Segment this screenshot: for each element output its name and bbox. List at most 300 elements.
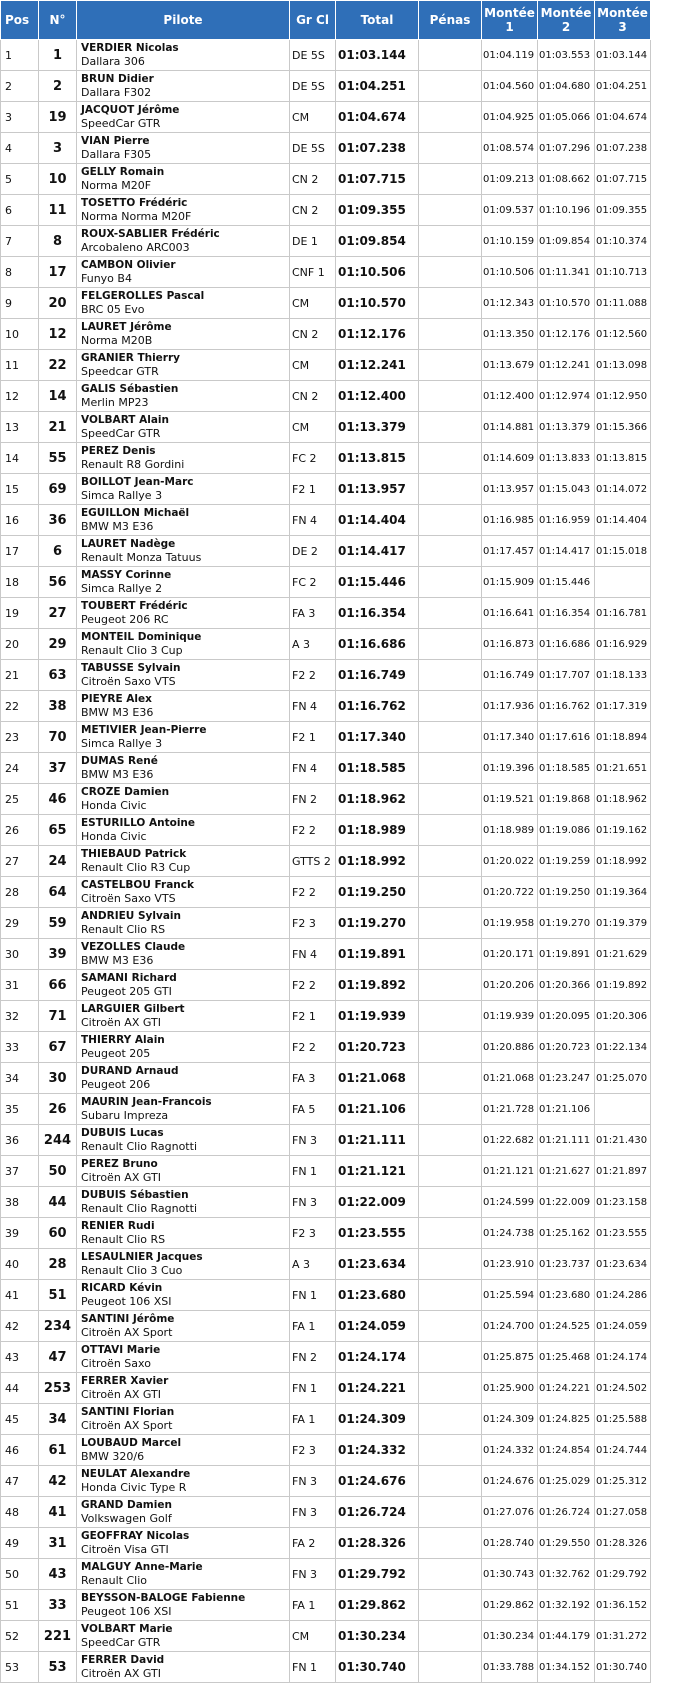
header-run-3[interactable]: Montée 3 xyxy=(595,1,651,40)
cell-penalties xyxy=(419,164,482,195)
pilot-name: DUBUIS Lucas xyxy=(81,1127,164,1139)
cell-group-class: F2 2 xyxy=(290,1032,336,1063)
cell-run-2: 01:25.162 xyxy=(538,1218,595,1249)
pilot-name: EGUILLON Michaël xyxy=(81,507,190,519)
pilot-car: Norma Norma M20F xyxy=(81,210,192,223)
cell-run-2: 01:20.095 xyxy=(538,1001,595,1032)
cell-pilot xyxy=(77,1621,290,1652)
cell-penalties xyxy=(419,846,482,877)
cell-pos: 1 xyxy=(1,40,39,71)
cell-group-class: FN 2 xyxy=(290,1342,336,1373)
pilot-car: Citroën AX Sport xyxy=(81,1419,173,1432)
pilot-car: BMW 320/6 xyxy=(81,1450,145,1463)
cell-pilot xyxy=(77,1342,290,1373)
table-row xyxy=(1,1063,651,1094)
cell-group-class: F2 3 xyxy=(290,908,336,939)
cell-group-class: GTTS 2 xyxy=(290,846,336,877)
cell-pilot xyxy=(77,288,290,319)
cell-run-1: 01:14.609 xyxy=(482,443,538,474)
cell-pilot xyxy=(77,474,290,505)
cell-pos: 43 xyxy=(1,1342,39,1373)
cell-run-1: 01:17.457 xyxy=(482,536,538,567)
cell-run-2: 01:16.959 xyxy=(538,505,595,536)
pilot-car: Peugeot 106 XSI xyxy=(81,1605,172,1618)
cell-run-1: 01:12.400 xyxy=(482,381,538,412)
cell-run-2: 01:13.833 xyxy=(538,443,595,474)
cell-run-2: 01:26.724 xyxy=(538,1497,595,1528)
cell-run-1: 01:20.206 xyxy=(482,970,538,1001)
pilot-car: Renault Clio Ragnotti xyxy=(81,1202,197,1215)
pilot-name: MAURIN Jean-Francois xyxy=(81,1096,212,1108)
cell-group-class: DE 5S xyxy=(290,40,336,71)
cell-run-1: 01:19.396 xyxy=(482,753,538,784)
cell-total: 01:09.355 xyxy=(336,195,419,226)
pilot-car: SpeedCar GTR xyxy=(81,1636,161,1649)
cell-penalties xyxy=(419,412,482,443)
pilot-car: Renault Clio RS xyxy=(81,923,166,936)
cell-run-3: 01:12.560 xyxy=(595,319,651,350)
cell-pilot xyxy=(77,40,290,71)
cell-penalties xyxy=(419,1404,482,1435)
pilot-name: RENIER Rudi xyxy=(81,1220,155,1232)
cell-run-3 xyxy=(595,567,651,598)
cell-run-3: 01:15.018 xyxy=(595,536,651,567)
pilot-name: THIEBAUD Patrick xyxy=(81,848,187,860)
cell-total: 01:16.749 xyxy=(336,660,419,691)
cell-group-class: FA 1 xyxy=(290,1590,336,1621)
pilot-car: Honda Civic xyxy=(81,830,147,843)
pilot-car: BMW M3 E36 xyxy=(81,954,154,967)
cell-total: 01:04.674 xyxy=(336,102,419,133)
cell-pilot xyxy=(77,1311,290,1342)
cell-pilot xyxy=(77,319,290,350)
pilot-name: VIAN Pierre xyxy=(81,135,150,147)
cell-run-2: 01:19.270 xyxy=(538,908,595,939)
cell-group-class: F2 1 xyxy=(290,1001,336,1032)
cell-run-1: 01:04.560 xyxy=(482,71,538,102)
cell-number: 59 xyxy=(39,908,77,939)
cell-pos: 21 xyxy=(1,660,39,691)
cell-penalties xyxy=(419,939,482,970)
cell-run-2: 01:32.192 xyxy=(538,1590,595,1621)
cell-run-1: 01:25.875 xyxy=(482,1342,538,1373)
cell-run-1: 01:13.679 xyxy=(482,350,538,381)
table-row xyxy=(1,753,651,784)
cell-total: 01:24.174 xyxy=(336,1342,419,1373)
cell-run-2: 01:16.762 xyxy=(538,691,595,722)
cell-penalties xyxy=(419,319,482,350)
cell-pilot xyxy=(77,102,290,133)
cell-run-2: 01:05.066 xyxy=(538,102,595,133)
cell-pos: 51 xyxy=(1,1590,39,1621)
cell-run-1: 01:10.159 xyxy=(482,226,538,257)
pilot-name: THIERRY Alain xyxy=(81,1034,165,1046)
cell-pos: 10 xyxy=(1,319,39,350)
pilot-name: PEREZ Denis xyxy=(81,445,156,457)
cell-penalties xyxy=(419,753,482,784)
table-row xyxy=(1,1156,651,1187)
cell-total: 01:13.379 xyxy=(336,412,419,443)
cell-pos: 38 xyxy=(1,1187,39,1218)
cell-number: 17 xyxy=(39,257,77,288)
cell-run-3: 01:23.634 xyxy=(595,1249,651,1280)
cell-run-1: 01:24.309 xyxy=(482,1404,538,1435)
pilot-car: Renault Clio 3 Cuo xyxy=(81,1264,183,1277)
cell-pilot xyxy=(77,1249,290,1280)
cell-run-3: 01:07.715 xyxy=(595,164,651,195)
cell-run-2: 01:12.974 xyxy=(538,381,595,412)
table-row xyxy=(1,598,651,629)
cell-group-class: F2 2 xyxy=(290,970,336,1001)
cell-run-3: 01:13.098 xyxy=(595,350,651,381)
pilot-name: FERRER David xyxy=(81,1654,165,1666)
cell-group-class: FA 1 xyxy=(290,1311,336,1342)
cell-penalties xyxy=(419,1590,482,1621)
cell-group-class: FN 2 xyxy=(290,784,336,815)
cell-pos: 53 xyxy=(1,1652,39,1683)
cell-run-3: 01:29.792 xyxy=(595,1559,651,1590)
cell-run-2: 01:21.627 xyxy=(538,1156,595,1187)
cell-run-2: 01:19.086 xyxy=(538,815,595,846)
cell-run-3: 01:10.374 xyxy=(595,226,651,257)
cell-pos: 19 xyxy=(1,598,39,629)
cell-pilot xyxy=(77,1001,290,1032)
cell-group-class: FN 1 xyxy=(290,1156,336,1187)
cell-group-class: FN 1 xyxy=(290,1373,336,1404)
table-row xyxy=(1,1528,651,1559)
cell-run-2: 01:19.891 xyxy=(538,939,595,970)
cell-run-3: 01:15.366 xyxy=(595,412,651,443)
cell-penalties xyxy=(419,133,482,164)
cell-run-3: 01:04.674 xyxy=(595,102,651,133)
cell-run-2: 01:23.737 xyxy=(538,1249,595,1280)
table-row xyxy=(1,629,651,660)
cell-run-3: 01:19.379 xyxy=(595,908,651,939)
pilot-car: SpeedCar GTR xyxy=(81,117,161,130)
cell-run-3: 01:14.072 xyxy=(595,474,651,505)
pilot-name: CASTELBOU Franck xyxy=(81,879,194,891)
cell-penalties xyxy=(419,1249,482,1280)
table-row xyxy=(1,443,651,474)
table-row xyxy=(1,288,651,319)
header-group-class[interactable]: Gr Cl xyxy=(290,1,336,40)
pilot-name: TABUSSE Sylvain xyxy=(81,662,181,674)
table-row xyxy=(1,1373,651,1404)
cell-group-class: FN 4 xyxy=(290,691,336,722)
cell-run-2: 01:34.152 xyxy=(538,1652,595,1683)
cell-pilot xyxy=(77,1094,290,1125)
pilot-name: VEZOLLES Claude xyxy=(81,941,186,953)
cell-pos: 3 xyxy=(1,102,39,133)
cell-total: 01:19.892 xyxy=(336,970,419,1001)
cell-pilot xyxy=(77,1280,290,1311)
cell-pilot xyxy=(77,908,290,939)
table-row xyxy=(1,1032,651,1063)
cell-run-2: 01:25.029 xyxy=(538,1466,595,1497)
table-row xyxy=(1,970,651,1001)
cell-penalties xyxy=(419,40,482,71)
cell-number: 69 xyxy=(39,474,77,505)
cell-total: 01:13.815 xyxy=(336,443,419,474)
cell-group-class: FN 1 xyxy=(290,1652,336,1683)
pilot-name: LAURET Nadège xyxy=(81,538,176,550)
cell-run-1: 01:09.213 xyxy=(482,164,538,195)
cell-run-1: 01:16.749 xyxy=(482,660,538,691)
pilot-car: Norma M20B xyxy=(81,334,153,347)
cell-pos: 23 xyxy=(1,722,39,753)
cell-pos: 16 xyxy=(1,505,39,536)
table-row xyxy=(1,40,651,71)
pilot-name: VOLBART Marie xyxy=(81,1623,173,1635)
cell-number: 6 xyxy=(39,536,77,567)
pilot-car: Renault Clio 3 Cup xyxy=(81,644,183,657)
table-row xyxy=(1,1559,651,1590)
pilot-name: FELGEROLLES Pascal xyxy=(81,290,205,302)
table-row xyxy=(1,1497,651,1528)
cell-run-3: 01:12.950 xyxy=(595,381,651,412)
pilot-name: METIVIER Jean-Pierre xyxy=(81,724,207,736)
cell-pilot xyxy=(77,1063,290,1094)
cell-group-class: CN 2 xyxy=(290,381,336,412)
cell-pos: 29 xyxy=(1,908,39,939)
cell-run-3: 01:17.319 xyxy=(595,691,651,722)
cell-run-1: 01:21.068 xyxy=(482,1063,538,1094)
cell-run-3: 01:25.312 xyxy=(595,1466,651,1497)
table-row xyxy=(1,257,651,288)
cell-number: 36 xyxy=(39,505,77,536)
cell-total: 01:12.176 xyxy=(336,319,419,350)
cell-group-class: DE 5S xyxy=(290,133,336,164)
cell-pos: 32 xyxy=(1,1001,39,1032)
cell-run-1: 01:19.939 xyxy=(482,1001,538,1032)
cell-penalties xyxy=(419,226,482,257)
cell-pilot xyxy=(77,846,290,877)
cell-run-3: 01:03.144 xyxy=(595,40,651,71)
cell-group-class: FC 2 xyxy=(290,567,336,598)
cell-run-1: 01:24.738 xyxy=(482,1218,538,1249)
cell-penalties xyxy=(419,629,482,660)
cell-pos: 35 xyxy=(1,1094,39,1125)
cell-pos: 8 xyxy=(1,257,39,288)
cell-group-class: A 3 xyxy=(290,629,336,660)
cell-group-class: CN 2 xyxy=(290,195,336,226)
table-row xyxy=(1,939,651,970)
cell-total: 01:09.854 xyxy=(336,226,419,257)
cell-pos: 40 xyxy=(1,1249,39,1280)
table-row xyxy=(1,1249,651,1280)
cell-run-1: 01:24.332 xyxy=(482,1435,538,1466)
cell-pilot xyxy=(77,970,290,1001)
pilot-car: Citroën AX GTI xyxy=(81,1016,161,1029)
pilot-car: Dallara 306 xyxy=(81,55,145,68)
cell-pos: 28 xyxy=(1,877,39,908)
cell-run-3: 01:18.133 xyxy=(595,660,651,691)
table-row xyxy=(1,133,651,164)
cell-penalties xyxy=(419,1187,482,1218)
pilot-name: BEYSSON-BALOGE Fabienne xyxy=(81,1592,246,1604)
cell-pilot xyxy=(77,1404,290,1435)
cell-group-class: CN 2 xyxy=(290,319,336,350)
cell-run-2: 01:10.570 xyxy=(538,288,595,319)
pilot-name: MONTEIL Dominique xyxy=(81,631,202,643)
cell-run-3: 01:18.894 xyxy=(595,722,651,753)
cell-pilot xyxy=(77,1156,290,1187)
cell-pilot xyxy=(77,350,290,381)
cell-penalties xyxy=(419,1156,482,1187)
cell-total: 01:24.221 xyxy=(336,1373,419,1404)
cell-run-3: 01:16.929 xyxy=(595,629,651,660)
cell-penalties xyxy=(419,1528,482,1559)
cell-total: 01:18.992 xyxy=(336,846,419,877)
cell-total: 01:23.634 xyxy=(336,1249,419,1280)
cell-pilot xyxy=(77,1497,290,1528)
cell-total: 01:13.957 xyxy=(336,474,419,505)
pilot-car: BRC 05 Evo xyxy=(81,303,145,316)
cell-pos: 17 xyxy=(1,536,39,567)
cell-group-class: FN 3 xyxy=(290,1466,336,1497)
cell-total: 01:21.121 xyxy=(336,1156,419,1187)
table-row xyxy=(1,1466,651,1497)
cell-group-class: CM xyxy=(290,102,336,133)
cell-number: 244 xyxy=(39,1125,77,1156)
header-total[interactable]: Total xyxy=(336,1,419,40)
cell-group-class: DE 5S xyxy=(290,71,336,102)
cell-pilot xyxy=(77,753,290,784)
cell-total: 01:19.891 xyxy=(336,939,419,970)
cell-group-class: F2 2 xyxy=(290,815,336,846)
cell-penalties xyxy=(419,1621,482,1652)
cell-penalties xyxy=(419,195,482,226)
cell-pos: 11 xyxy=(1,350,39,381)
cell-penalties xyxy=(419,102,482,133)
header-run-1[interactable]: Montée 1 xyxy=(482,1,538,40)
table-row xyxy=(1,1280,651,1311)
cell-run-1: 01:08.574 xyxy=(482,133,538,164)
cell-number: 61 xyxy=(39,1435,77,1466)
cell-pos: 27 xyxy=(1,846,39,877)
table-row xyxy=(1,877,651,908)
cell-penalties xyxy=(419,474,482,505)
cell-pilot xyxy=(77,505,290,536)
cell-total: 01:24.059 xyxy=(336,1311,419,1342)
cell-run-2: 01:13.379 xyxy=(538,412,595,443)
pilot-name: OTTAVI Marie xyxy=(81,1344,161,1356)
cell-run-1: 01:30.234 xyxy=(482,1621,538,1652)
cell-number: 28 xyxy=(39,1249,77,1280)
table-row xyxy=(1,1001,651,1032)
pilot-name: CROZE Damien xyxy=(81,786,170,798)
results-body xyxy=(1,40,651,1683)
cell-run-2: 01:17.707 xyxy=(538,660,595,691)
cell-run-3: 01:21.430 xyxy=(595,1125,651,1156)
cell-pilot xyxy=(77,1590,290,1621)
cell-number: 30 xyxy=(39,1063,77,1094)
cell-run-1: 01:04.925 xyxy=(482,102,538,133)
cell-pilot xyxy=(77,412,290,443)
pilot-car: Simca Rallye 2 xyxy=(81,582,163,595)
cell-run-3: 01:18.992 xyxy=(595,846,651,877)
cell-penalties xyxy=(419,1001,482,1032)
cell-total: 01:16.762 xyxy=(336,691,419,722)
cell-total: 01:12.400 xyxy=(336,381,419,412)
pilot-car: Subaru Impreza xyxy=(81,1109,169,1122)
cell-run-3: 01:24.286 xyxy=(595,1280,651,1311)
cell-total: 01:03.144 xyxy=(336,40,419,71)
cell-run-3: 01:25.070 xyxy=(595,1063,651,1094)
table-row xyxy=(1,1342,651,1373)
cell-run-3: 01:19.892 xyxy=(595,970,651,1001)
cell-run-3: 01:24.174 xyxy=(595,1342,651,1373)
cell-pilot xyxy=(77,226,290,257)
cell-run-1: 01:19.521 xyxy=(482,784,538,815)
cell-run-1: 01:21.121 xyxy=(482,1156,538,1187)
cell-penalties xyxy=(419,1652,482,1683)
cell-pos: 18 xyxy=(1,567,39,598)
cell-pos: 24 xyxy=(1,753,39,784)
cell-run-2: 01:21.106 xyxy=(538,1094,595,1125)
cell-total: 01:20.723 xyxy=(336,1032,419,1063)
cell-pos: 31 xyxy=(1,970,39,1001)
pilot-name: JACQUOT Jérôme xyxy=(81,104,180,116)
cell-penalties xyxy=(419,443,482,474)
pilot-car: Simca Rallye 3 xyxy=(81,737,163,750)
cell-run-3: 01:20.306 xyxy=(595,1001,651,1032)
header-run-2[interactable]: Montée 2 xyxy=(538,1,595,40)
header-pos[interactable]: Pos xyxy=(1,1,39,40)
pilot-car: BMW M3 E36 xyxy=(81,768,154,781)
cell-pilot xyxy=(77,133,290,164)
header-num[interactable]: N° xyxy=(39,1,77,40)
cell-run-3: 01:04.251 xyxy=(595,71,651,102)
cell-pilot xyxy=(77,598,290,629)
cell-run-1: 01:04.119 xyxy=(482,40,538,71)
cell-run-3: 01:36.152 xyxy=(595,1590,651,1621)
cell-group-class: CM xyxy=(290,350,336,381)
pilot-car: Speedcar GTR xyxy=(81,365,159,378)
cell-total: 01:23.555 xyxy=(336,1218,419,1249)
pilot-car: Dallara F305 xyxy=(81,148,152,161)
cell-number: 67 xyxy=(39,1032,77,1063)
pilot-name: DURAND Arnaud xyxy=(81,1065,179,1077)
cell-penalties xyxy=(419,784,482,815)
cell-run-2: 01:15.043 xyxy=(538,474,595,505)
cell-penalties xyxy=(419,877,482,908)
cell-run-2: 01:20.723 xyxy=(538,1032,595,1063)
cell-number: 63 xyxy=(39,660,77,691)
cell-penalties xyxy=(419,722,482,753)
header-pilot[interactable]: Pilote xyxy=(77,1,290,40)
header-penalties[interactable]: Pénas xyxy=(419,1,482,40)
cell-run-1: 01:29.862 xyxy=(482,1590,538,1621)
table-row xyxy=(1,381,651,412)
cell-number: 66 xyxy=(39,970,77,1001)
cell-group-class: FN 4 xyxy=(290,753,336,784)
cell-run-1: 01:15.909 xyxy=(482,567,538,598)
cell-group-class: DE 1 xyxy=(290,226,336,257)
cell-penalties xyxy=(419,1218,482,1249)
cell-total: 01:19.270 xyxy=(336,908,419,939)
cell-penalties xyxy=(419,1466,482,1497)
pilot-name: TOUBERT Frédéric xyxy=(81,600,188,612)
pilot-name: GALIS Sébastien xyxy=(81,383,179,395)
cell-run-1: 01:24.599 xyxy=(482,1187,538,1218)
cell-run-2: 01:17.616 xyxy=(538,722,595,753)
cell-number: 22 xyxy=(39,350,77,381)
cell-group-class: F2 3 xyxy=(290,1218,336,1249)
cell-number: 11 xyxy=(39,195,77,226)
cell-pos: 49 xyxy=(1,1528,39,1559)
cell-total: 01:19.250 xyxy=(336,877,419,908)
